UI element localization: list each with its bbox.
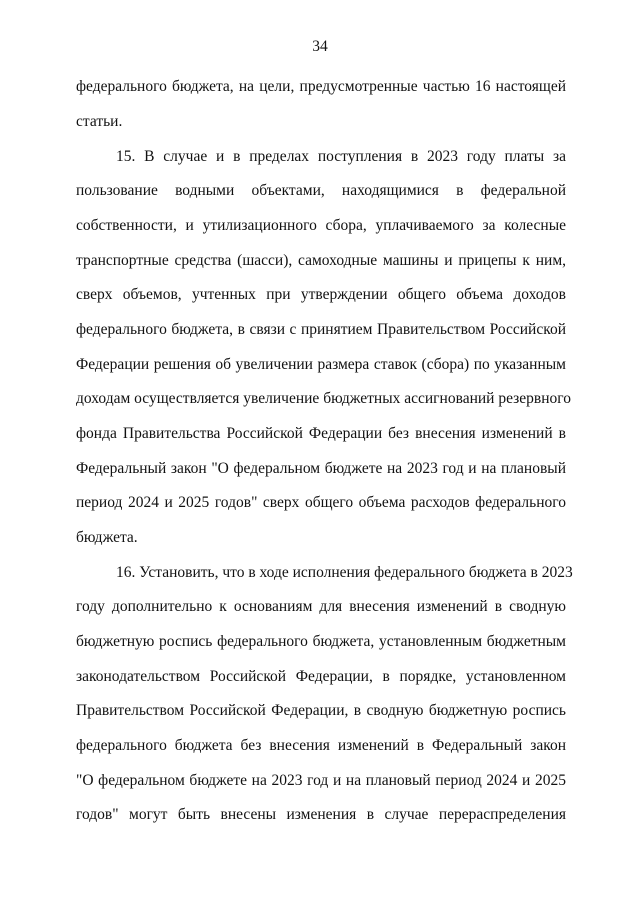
text-line: пользование водными объектами, находящимися в федеральной [76, 182, 566, 199]
text-line: 16. Установить, что в ходе исполнения федерального бюджета в 2023 [116, 564, 573, 581]
page-number: 34 [312, 38, 328, 55]
text-line: годов" могут быть внесены изменения в случае перераспределения [76, 806, 566, 823]
text-line: фонда Правительства Российской Федерации без внесения изменений в [76, 425, 566, 442]
text-line: федерального бюджета, в связи с принятием Правительством Российской [76, 321, 566, 338]
text-line: статьи. [76, 113, 123, 130]
text-line: бюджетную роспись федерального бюджета, установленным бюджетным [76, 633, 566, 650]
text-line: году дополнительно к основаниям для внесения изменений в сводную [76, 598, 566, 615]
text-line: доходам осуществляется увеличение бюджетных ассигнований резервного [76, 390, 571, 407]
text-line: федерального бюджета без внесения изменений в Федеральный закон [76, 737, 566, 754]
text-line: 15. В случае и в пределах поступления в 2023 году платы за [116, 148, 566, 165]
text-line: транспортные средства (шасси), самоходные машины и прицепы к ним, [76, 252, 566, 269]
text-line: период 2024 и 2025 годов" сверх общего объема расходов федерального [76, 494, 566, 511]
text-line: "О федеральном бюджете на 2023 год и на плановый период 2024 и 2025 [76, 772, 566, 789]
text-line: сверх объемов, учтенных при утверждении общего объема доходов [76, 286, 566, 303]
text-line: законодательством Российской Федерации, в порядке, установленном [76, 668, 566, 685]
text-line: Федерации решения об увеличении размера ставок (сбора) по указанным [76, 356, 566, 373]
text-line: федерального бюджета, на цели, предусмотренные частью 16 настоящей [76, 78, 566, 95]
text-line: бюджета. [76, 529, 138, 546]
text-line: собственности, и утилизационного сбора, уплачиваемого за колесные [76, 217, 566, 234]
text-line: Правительством Российской Федерации, в сводную бюджетную роспись [76, 702, 566, 719]
text-line: Федеральный закон "О федеральном бюджете на 2023 год и на плановый [76, 460, 566, 477]
